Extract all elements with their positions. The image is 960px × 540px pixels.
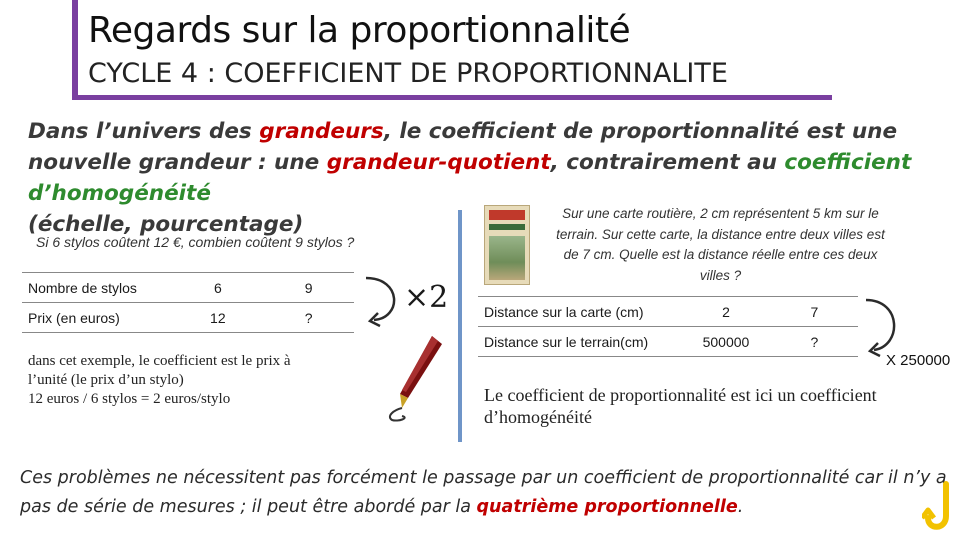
cell-value: ?: [771, 327, 858, 357]
page-title: Regards sur la proportionnalité: [88, 10, 631, 51]
cell-value: 500000: [681, 327, 771, 357]
curved-arrow-icon: [362, 270, 406, 330]
table-row: [478, 327, 858, 357]
table-row: [22, 303, 354, 333]
curved-arrow-icon: [862, 292, 906, 360]
row-label: Distance sur le terrain(cm): [478, 327, 681, 357]
table-row: [22, 273, 354, 303]
row-label: Nombre de stylos: [22, 273, 172, 303]
explanation-line: l’unité (le prix d’un stylo): [28, 372, 184, 388]
page-subtitle: CYCLE 4 : COEFFICIENT DE PROPORTIONNALITE: [88, 58, 728, 89]
bottom-paragraph: [20, 464, 950, 522]
pen-icon: [380, 332, 450, 424]
cell-value: 12: [172, 303, 263, 333]
cell-value: 9: [263, 273, 354, 303]
intro-text-4: (échelle, pourcentage): [28, 212, 304, 237]
carte-problem: Sur une carte routière, 2 cm représentent 5 km sur le terrain. Sur cette carte, la distance entre deux villes est de 7 cm. Quelle est la distance réelle entre ces deux villes ?: [556, 206, 885, 283]
stylos-table: [22, 272, 354, 333]
stylos-explanation: [28, 352, 368, 409]
road-map-book-image: [484, 205, 530, 285]
intro-text-3: , contrairement au: [550, 150, 785, 175]
cell-value: 7: [771, 297, 858, 327]
row-label: Prix (en euros): [22, 303, 172, 333]
explanation-line: dans cet exemple, le coefficient est le prix à: [28, 353, 291, 369]
cell-value: 6: [172, 273, 263, 303]
term-grandeur-quotient: grandeur-quotient: [326, 150, 551, 175]
term-coefficient-homogeneite: coefficient d’homogénéité: [28, 150, 912, 206]
table-row: [478, 297, 858, 327]
term-quatrieme-proportionnelle: quatrième proportionnelle: [476, 497, 738, 517]
intro-text-2: , le coefficient de proportionnalité est une nouvelle grandeur : une: [28, 119, 898, 175]
multiplier-label: X 250000: [886, 352, 951, 369]
term-grandeurs: grandeurs: [259, 119, 384, 144]
intro-text-1: Dans l’univers des: [28, 119, 260, 144]
explanation-line: 12 euros / 6 stylos = 2 euros/stylo: [28, 391, 231, 407]
cell-value: 2: [681, 297, 771, 327]
vertical-divider: [458, 210, 462, 442]
bottom-text-2: .: [737, 497, 744, 517]
carte-conclusion: Le coefficient de proportionnalité est ici un coefficient d’homogénéité: [484, 385, 877, 427]
cell-value: ?: [263, 303, 354, 333]
bottom-text-1: Ces problèmes ne nécessitent pas forcément le passage par un coefficient de proportionnalité car il n’y a pas de série de mesures ; il peut être abordé par la: [20, 468, 947, 517]
u-turn-arrow-icon: [922, 480, 956, 536]
carte-table: [478, 296, 858, 357]
multiplier-label: ×2: [404, 280, 449, 315]
stylos-question: Si 6 stylos coûtent 12 €, combien coûtent 9 stylos ?: [36, 234, 355, 250]
row-label: Distance sur la carte (cm): [478, 297, 681, 327]
